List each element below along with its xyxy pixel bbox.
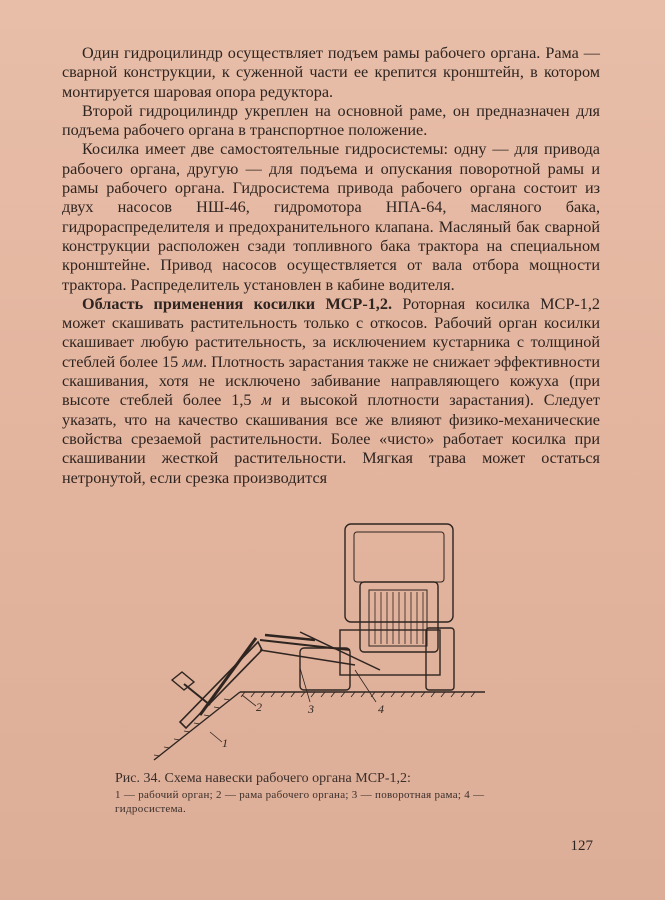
paragraph: Один гидроцилиндр осуществляет подъем рамы рабочего органа. Рама — сварной конструкции, к суженной части ее крепится кронштейн, в котором монтируется шаровая опора редуктора. bbox=[62, 44, 600, 101]
label-2: 2 bbox=[256, 700, 262, 714]
figure-caption bbox=[115, 770, 515, 816]
caption-legend: 1 — рабочий орган; 2 — рама рабочего органа; 3 — поворотная рама; 4 — гидросистема. bbox=[115, 789, 485, 815]
body-text bbox=[62, 44, 600, 488]
rotor-head bbox=[172, 672, 194, 690]
mower-diagram bbox=[140, 520, 500, 765]
label-4: 4 bbox=[378, 702, 384, 716]
grille-slats bbox=[375, 592, 423, 644]
cab-window bbox=[354, 532, 444, 582]
radiator-grille bbox=[369, 590, 427, 646]
left-wheel bbox=[300, 648, 350, 690]
page-number: 127 bbox=[570, 838, 593, 854]
section-paragraph bbox=[62, 295, 600, 488]
section-body: . Плотность зарастания также не снижает эффективности скашивания, хотя не исключено забивание направляющего кожуха (при высоте стеблей более 1,5 bbox=[62, 352, 600, 410]
paragraph: Второй гидроцилиндр укреплен на основной раме, он предназначен для подъема рабочего органа в транспортное положение. bbox=[62, 101, 600, 140]
unit-m: м bbox=[261, 391, 272, 410]
turning-frame-lower bbox=[260, 650, 355, 665]
paragraph: Косилка имеет две самостоятельные гидросистемы: одну — для привода рабочего органа, другую — для подъема и опускания поворотной рамы и рамы рабочего органа. Гидросистема привода рабочего органа состоит из двух насосов НШ-46, гидромотора НПА-64, масляного бака, гидрораспределителя и предохранительного клапана. Масляный бак сварной конструкции расположен сзади топливного бака трактора на специальном кронштейне. Привод насосов осуществляется от вала отбора мощности трактора. Распределитель установлен в кабине водителя. bbox=[62, 140, 600, 294]
label-3: 3 bbox=[308, 702, 314, 716]
caption-title: Рис. 34. Схема навески рабочего органа МСР-1,2: bbox=[115, 771, 411, 786]
leader-2 bbox=[242, 695, 256, 706]
ground-hatch bbox=[241, 692, 475, 697]
section-body: Роторная косилка МСР-1,2 может скашивать растительность только с откосов. Рабочий орган косилки скашивает любую растительность, за исключением кустарника с толщиной стеблей более 15 bbox=[62, 294, 600, 371]
label-1: 1 bbox=[222, 736, 228, 750]
unit-mm: мм bbox=[182, 352, 203, 371]
leader-1 bbox=[210, 732, 222, 742]
section-heading: Область применения косилки МСР-1,2. bbox=[82, 294, 392, 313]
section-body: и высокой плотности зарастания). Следует указать, что на качество скашивания все же влияют физико-механические свойства срезаемой растительности. Более «чисто» работает косилка при скашивании жесткой растительности. Мягкая трава может остаться нетронутой, если срезка производится bbox=[62, 391, 601, 487]
slope-hatch bbox=[154, 699, 230, 756]
